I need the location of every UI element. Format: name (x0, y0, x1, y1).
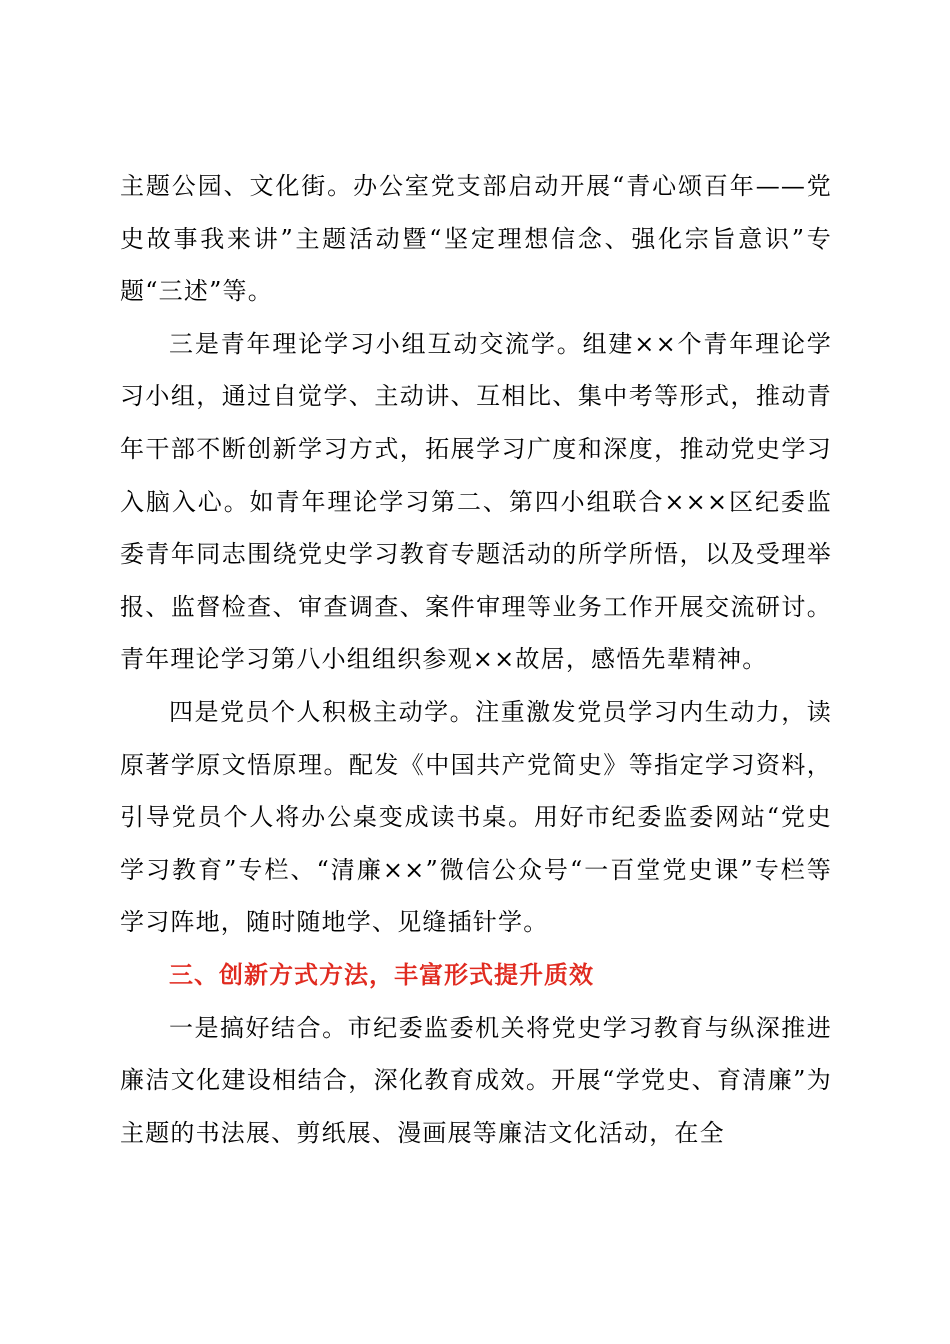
paragraph-continuation: 主题公园、文化街。办公室党支部启动开展“青心颂百年——党史故事我来讲”主题活动暨“坚定理想信念、强化宗旨意识”专题“三述”等。 (120, 172, 832, 306)
section-heading: 三、创新方式方法，丰富形式提升质效 (169, 960, 594, 989)
paragraph-combination: 一是搞好结合。市纪委监委机关将党史学习教育与纵深推进廉洁文化建设相结合，深化教育成效。开展“学党史、育清廉”为主题的书法展、剪纸展、漫画展等廉洁文化活动，在全 (120, 1013, 832, 1147)
paragraph-individual-study: 四是党员个人积极主动学。注重激发党员学习内生动力，读原著学原文悟原理。配发《中国共产党简史》等指定学习资料，引导党员个人将办公桌变成读书桌。用好市纪委监委网站“党史学习教育”专栏、“清廉××”微信公众号“一百堂党史课”专栏等学习阵地，随时随地学、见缝插针学。 (120, 697, 832, 937)
paragraph-youth-study-group: 三是青年理论学习小组互动交流学。组建××个青年理论学习小组，通过自觉学、主动讲、互相比、集中考等形式，推动青年干部不断创新学习方式，拓展学习广度和深度，推动党史学习入脑入心。如青年理论学习第二、第四小组联合×××区纪委监委青年同志围绕党史学习教育专题活动的所学所悟，以及受理举报、监督检查、审查调查、案件审理等业务工作开展交流研讨。青年理论学习第八小组组织参观××故居，感悟先辈精神。 (120, 329, 832, 674)
document-body (120, 160, 832, 1159)
